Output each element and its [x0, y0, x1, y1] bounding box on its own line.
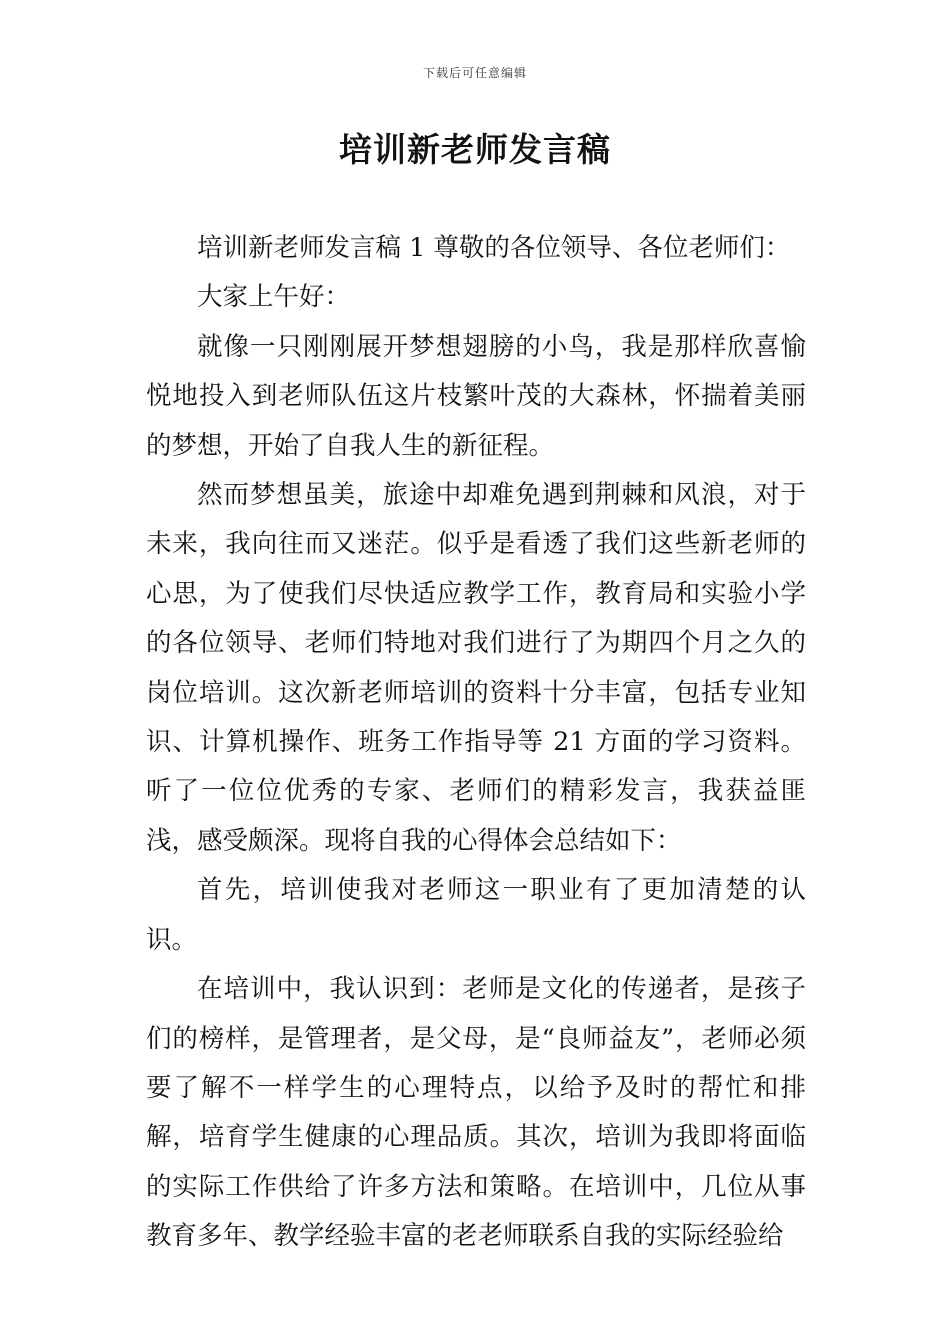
paragraph: 在培训中，我认识到：老师是文化的传递者，是孩子们的榜样，是管理者，是父母，是“良师益友”，老师必须要了解不一样学生的心理特点，以给予及时的帮忙和排解，培育学生健康的心理品质。其次，培训为我即将面临的实际工作供给了许多方法和策略。在培训中，几位从事教育多年、教学经验丰富的老老师联系自我的实际经验给	[146, 974, 806, 1252]
header-note: 下载后可任意编辑	[422, 66, 527, 80]
paragraph: 大家上午好：	[197, 282, 351, 313]
document-body	[146, 224, 806, 1262]
paragraph: 培训新老师发言稿 1 尊敬的各位领导、各位老师们：	[197, 233, 791, 263]
document-title: 培训新老师发言稿	[339, 130, 611, 169]
paragraph: 就像一只刚刚展开梦想翅膀的小鸟，我是那样欣喜愉悦地投入到老师队伍这片枝繁叶茂的大森林，怀揣着美丽的梦想，开始了自我人生的新征程。	[146, 331, 806, 461]
paragraph: 首先，培训使我对老师这一职业有了更加清楚的认识。	[146, 875, 806, 955]
paragraph: 然而梦想虽美，旅途中却难免遇到荆棘和风浪，对于未来，我向往而又迷茫。似乎是看透了我们这些新老师的心思，为了使我们尽快适应教学工作，教育局和实验小学的各位领导、老师们特地对我们进行了为期四个月之久的岗位培训。这次新老师培训的资料十分丰富，包括专业知识、计算机操作、班务工作指导等 21 方面的学习资料。听了一位位优秀的专家、老师们的精彩发言，我获益匪浅，感受颇深。现将自我的心得体会总结如下：	[146, 480, 806, 856]
